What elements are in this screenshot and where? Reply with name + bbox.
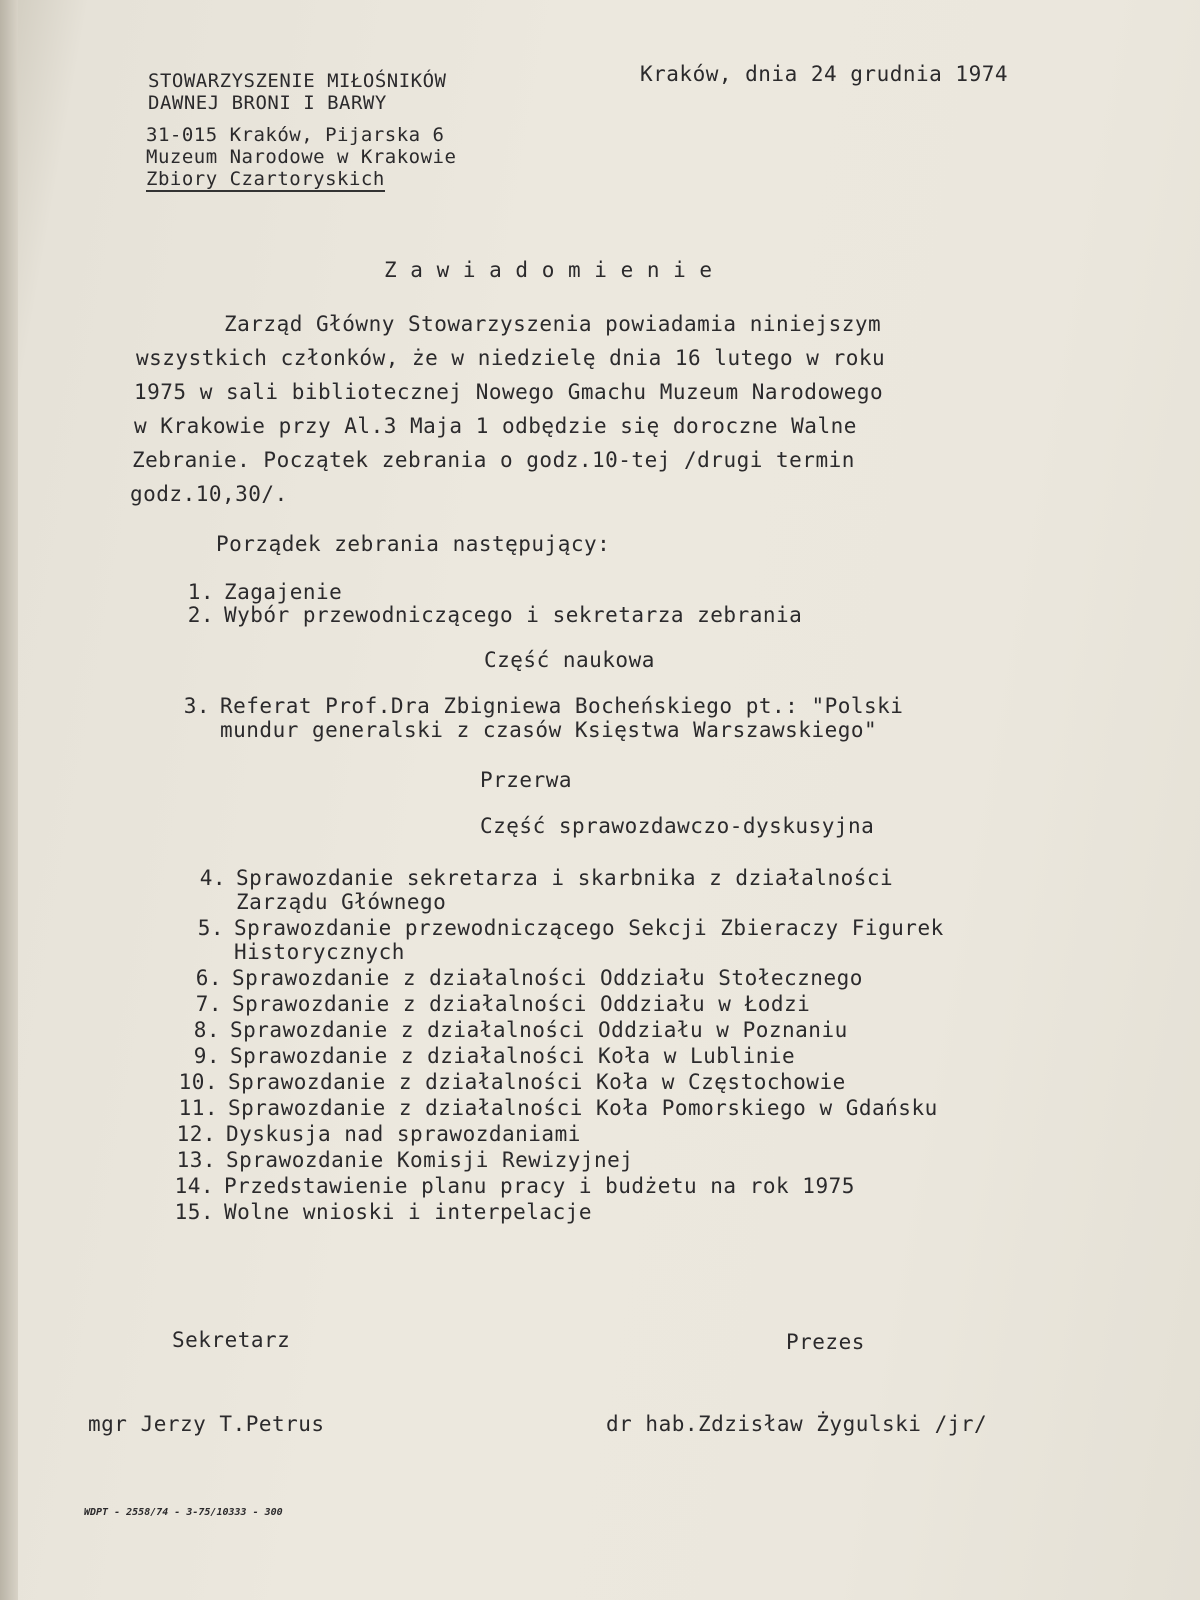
body-line-6: godz.10,30/.	[130, 482, 288, 506]
section-heading-reports: Część sprawozdawczo-dyskusyjna	[480, 814, 875, 838]
agenda-item: 12. Dyskusja nad sprawozdaniami	[176, 1122, 581, 1146]
agenda-item: 9. Sprawozdanie z działalności Koła w Lublinie	[193, 1044, 796, 1068]
agenda-item: 5. Sprawozdanie przewodniczącego Sekcji Zbieraczy Figurek	[197, 916, 944, 940]
body-line-4: w Krakowie przy Al.3 Maja 1 odbędzie się doroczne Walne	[134, 414, 857, 438]
agenda-item: 2. Wybór przewodniczącego i sekretarza zebrania	[187, 603, 803, 627]
print-code: WDPT - 2558/74 - 3-75/10333 - 300	[84, 1507, 283, 1518]
agenda-item: 10. Sprawozdanie z działalności Koła w Częstochowie	[178, 1070, 846, 1094]
signature-name-president: dr hab.Zdzisław Żygulski /jr/	[606, 1412, 988, 1436]
agenda-item-continued: Historycznych	[234, 940, 405, 964]
address-line3: Zbiory Czartoryskich	[146, 168, 385, 190]
section-heading-break: Przerwa	[480, 768, 573, 792]
body-line-5: Zebranie. Początek zebrania o godz.10-tej /drugi termin	[132, 448, 855, 472]
agenda-item: 7. Sprawozdanie z działalności Oddziału w Łodzi	[195, 992, 811, 1016]
signature-name-secretary: mgr Jerzy T.Petrus	[88, 1412, 325, 1436]
agenda-item: 6. Sprawozdanie z działalności Oddziału Stołecznego	[195, 966, 863, 990]
agenda-item: 8. Sprawozdanie z działalności Oddziału w Poznaniu	[193, 1018, 848, 1042]
document-title: Z a w i a d o m i e n i e	[384, 258, 713, 282]
org-name-line2: DAWNEJ BRONI I BARWY	[148, 92, 387, 114]
agenda-item: 13. Sprawozdanie Komisji Rewizyjnej	[176, 1148, 634, 1172]
agenda-item: 3. Referat Prof.Dra Zbigniewa Bocheńskiego pt.: "Polski	[183, 694, 904, 718]
org-name-line1: STOWARZYSZENIE MIŁOŚNIKÓW	[148, 70, 447, 92]
document-date: Kraków, dnia 24 grudnia 1974	[640, 62, 1009, 86]
agenda-item: 11. Sprawozdanie z działalności Koła Pomorskiego w Gdańsku	[178, 1096, 938, 1120]
agenda-item-continued: mundur generalski z czasów Księstwa Warszawskiego"	[220, 718, 878, 742]
paper-edge	[0, 0, 18, 1600]
agenda-intro: Porządek zebrania następujący:	[216, 532, 611, 556]
signature-role-secretary: Sekretarz	[172, 1328, 291, 1352]
agenda-item-continued: Zarządu Głównego	[236, 890, 447, 914]
body-line-1: Zarząd Główny Stowarzyszenia powiadamia niniejszym	[224, 312, 882, 336]
agenda-item: 14. Przedstawienie planu pracy i budżetu na rok 1975	[174, 1174, 855, 1198]
agenda-item: 1. Zagajenie	[187, 580, 343, 604]
section-heading-science: Część naukowa	[484, 648, 655, 672]
agenda-item: 15. Wolne wnioski i interpelacje	[174, 1200, 593, 1224]
address-line2: Muzeum Narodowe w Krakowie	[146, 146, 457, 168]
body-line-2: wszystkich członków, że w niedzielę dnia 16 lutego w roku	[136, 346, 886, 370]
signature-role-president: Prezes	[786, 1330, 865, 1354]
agenda-item: 4. Sprawozdanie sekretarza i skarbnika z działalności	[199, 866, 894, 890]
body-line-3: 1975 w sali bibliotecznej Nowego Gmachu Muzeum Narodowego	[134, 380, 884, 404]
address-line1: 31-015 Kraków, Pijarska 6	[146, 124, 445, 146]
